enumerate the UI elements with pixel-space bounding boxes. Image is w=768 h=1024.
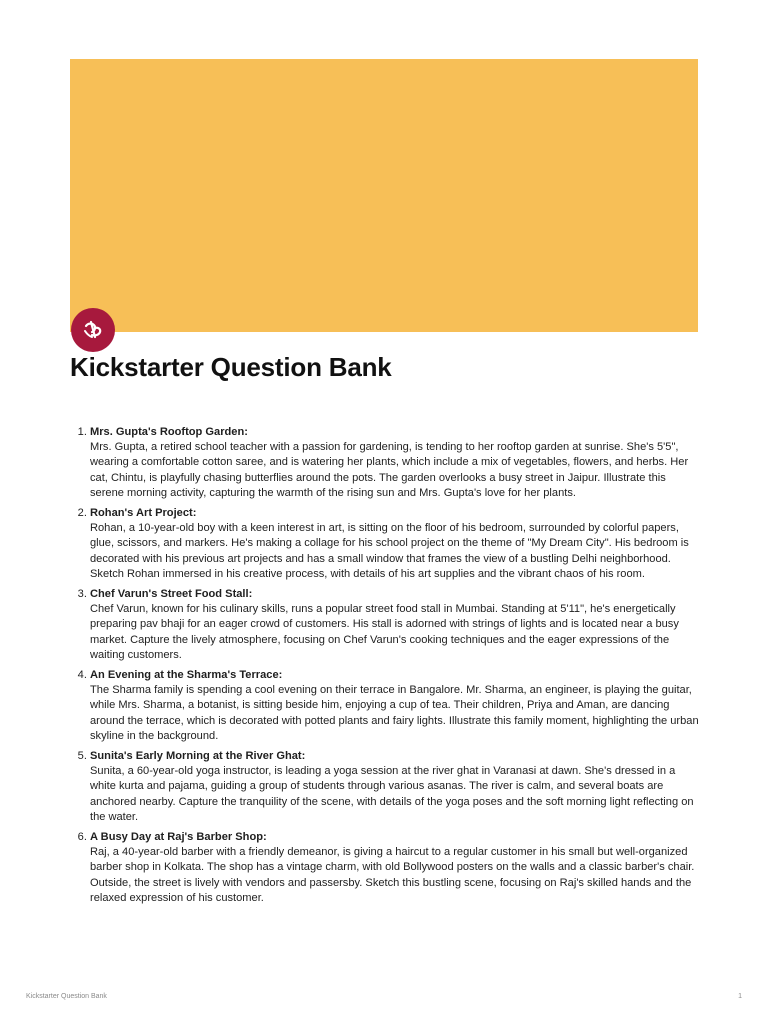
question-title: 2. Rohan's Art Project: [90,507,197,520]
list-item [90,668,700,744]
question-body: Rohan, a 10-year-old boy with a keen interest in art, is sitting on the floor of his bedroom, surrounded by colorful papers, glue, scissors, and markers. He's making a collage for his school project on the theme of "My Dream City". His bedroom is decorated with his previous art projects and has a small window that frames the view of a bustling Delhi neighborhood. Sketch Rohan immersed in his creative process, with details of his art supplies and the vibrant chaos of his room. [90,522,689,580]
footer-page-number: 1 [738,993,742,1000]
list-item [90,506,700,582]
question-body: Sunita, a 60-year-old yoga instructor, is leading a yoga session at the river ghat in Varanasi at dawn. She's dressed in a white kurta and pajama, guiding a group of students through various asanas. The river is calm, and several boats are anchored nearby. Capture the tranquility of the scene, with details of the yoga poses and the soft morning light reflecting on the water. [90,765,694,823]
page-title: Kickstarter Question Bank [70,352,392,382]
list-item [90,587,700,663]
question-title: 6. A Busy Day at Raj's Barber Shop: [90,831,267,844]
footer-document-title: Kickstarter Question Bank [26,993,107,1000]
question-title: 3. Chef Varun's Street Food Stall: [90,588,253,601]
brand-logo [71,308,115,352]
list-item [90,830,700,906]
question-list [70,425,700,911]
question-body: Chef Varun, known for his culinary skills, runs a popular street food stall in Mumbai. Standing at 5'11", he's energetically preparing pav bhaji for an eager crowd of customers. His stall is adorned with strings of lights and is located near a busy market. Capture the lively atmosphere, focusing on Chef Varun's cooking techniques and the eager expressions of the waiting customers. [90,603,679,661]
cover-banner [70,59,698,332]
list-item [90,425,700,501]
brand-monogram-icon [78,315,108,345]
question-body: Raj, a 40-year-old barber with a friendly demeanor, is giving a haircut to a regular customer in his small but well-organized barber shop in Kolkata. The shop has a vintage charm, with old Bollywood posters on the walls and a classic barber's chair. Outside, the street is lively with vendors and passersby. Sketch this bustling scene, focusing on Raj's skilled hands and the relaxed expression of his customer. [90,846,695,904]
question-title: 4. An Evening at the Sharma's Terrace: [90,669,283,682]
list-item [90,749,700,825]
question-body: The Sharma family is spending a cool evening on their terrace in Bangalore. Mr. Sharma, an engineer, is playing the guitar, while Mrs. Sharma, a botanist, is sitting beside him, enjoying a cup of tea. Their children, Priya and Aman, are dancing around the terrace, which is decorated with potted plants and fairy lights. Illustrate this family moment, highlighting the urban skyline in the background. [90,684,699,742]
question-title: 1. Mrs. Gupta's Rooftop Garden: [90,426,248,438]
question-title: 5. Sunita's Early Morning at the River Ghat: [90,750,306,763]
question-body: Mrs. Gupta, a retired school teacher with a passion for gardening, is tending to her rooftop garden at sunrise. She's 5'5", wearing a comfortable cotton saree, and is watering her plants, which include a mix of vegetables, flowers, and herbs. Her cat, Chintu, is playfully chasing butterflies around the pots. The garden overlooks a busy street in Jaipur. Illustrate this serene morning activity, capturing the warmth of the rising sun and Mrs. Gupta's love for her plants. [90,441,689,499]
